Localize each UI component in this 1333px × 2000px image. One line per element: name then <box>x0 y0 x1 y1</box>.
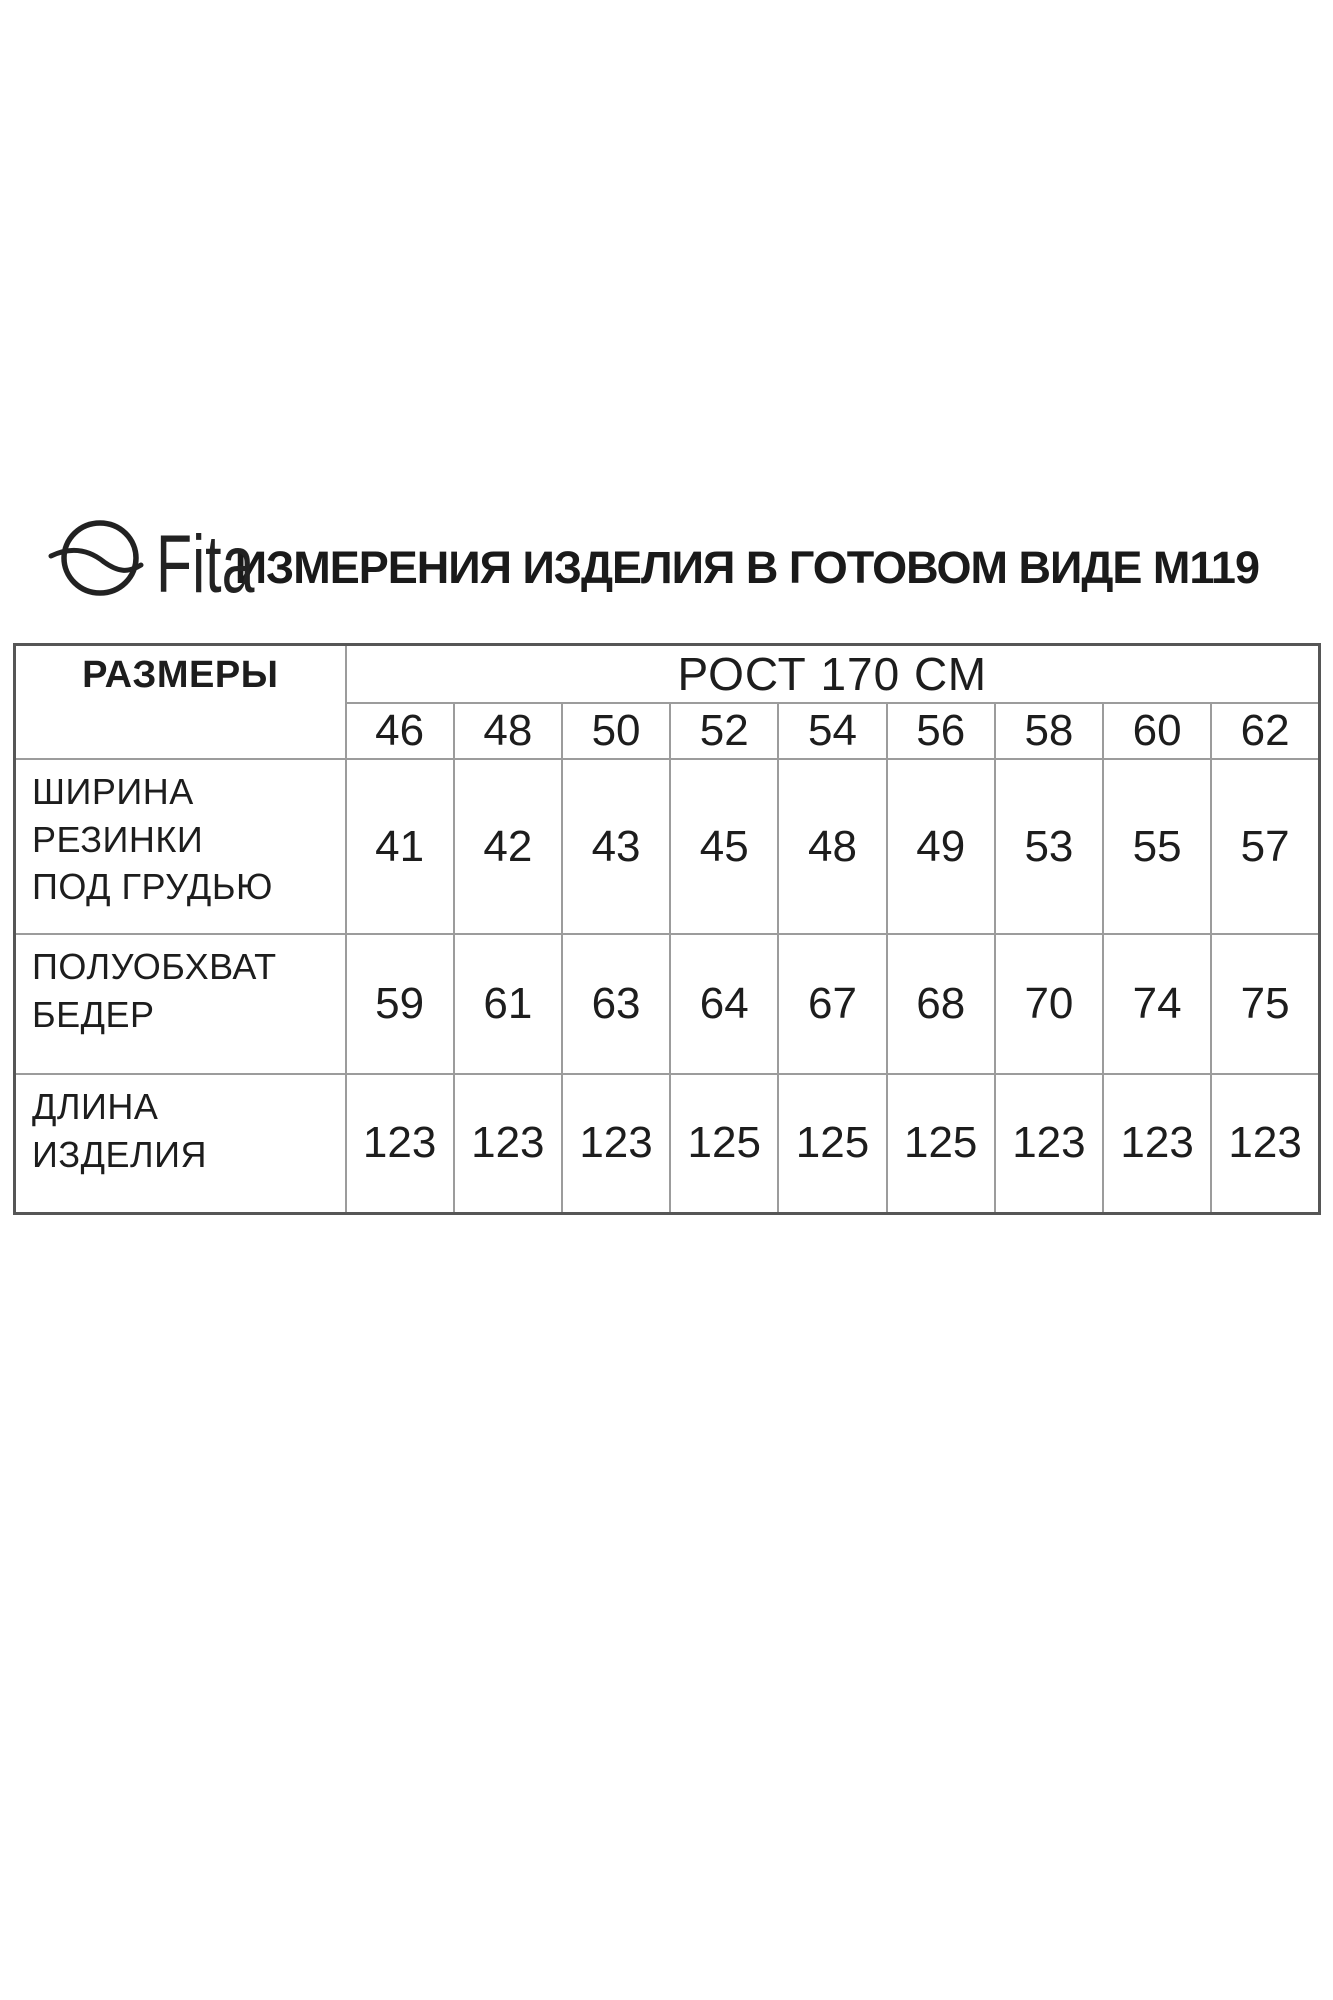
value-cell: 63 <box>562 934 670 1074</box>
value-cell: 55 <box>1103 759 1211 934</box>
table-row <box>15 934 1320 1074</box>
size-header-cell: 56 <box>887 703 995 759</box>
table-row <box>15 1074 1320 1213</box>
header <box>48 505 1288 611</box>
corner-header-sizes: РАЗМЕРЫ <box>15 645 346 760</box>
size-header-cell: 52 <box>670 703 778 759</box>
table-header-row <box>15 645 1320 704</box>
page-title: ИЗМЕРЕНИЯ ИЗДЕЛИЯ В ГОТОВОМ ВИДЕ М119 <box>234 542 1259 593</box>
size-header-cell: 48 <box>454 703 562 759</box>
value-cell: 53 <box>995 759 1103 934</box>
value-cell: 67 <box>778 934 886 1074</box>
value-cell: 68 <box>887 934 995 1074</box>
value-cell: 41 <box>346 759 454 934</box>
value-cell: 70 <box>995 934 1103 1074</box>
size-header-cell: 60 <box>1103 703 1211 759</box>
size-header-cell: 58 <box>995 703 1103 759</box>
value-cell: 48 <box>778 759 886 934</box>
table-row <box>15 759 1320 934</box>
globe-ribbon-icon <box>48 516 144 598</box>
value-cell: 125 <box>778 1074 886 1213</box>
value-cell: 45 <box>670 759 778 934</box>
size-header-cell: 50 <box>562 703 670 759</box>
row-label-line: РЕЗИНКИ <box>32 818 204 860</box>
row-label-line: ДЛИНА <box>32 1086 159 1127</box>
brand-name: Fita <box>156 519 255 611</box>
value-cell: 123 <box>995 1074 1103 1213</box>
value-cell: 57 <box>1211 759 1319 934</box>
row-label <box>15 759 346 934</box>
value-cell: 42 <box>454 759 562 934</box>
value-cell: 123 <box>562 1074 670 1213</box>
size-table <box>13 643 1321 1215</box>
value-cell: 123 <box>1103 1074 1211 1213</box>
value-cell: 43 <box>562 759 670 934</box>
row-label-line: ПОЛУОБХВАТ <box>32 946 277 987</box>
value-cell: 75 <box>1211 934 1319 1074</box>
value-cell: 123 <box>346 1074 454 1213</box>
value-cell: 123 <box>454 1074 562 1213</box>
row-label-line: БЕДЕР <box>32 993 155 1035</box>
value-cell: 125 <box>887 1074 995 1213</box>
size-header-cell: 54 <box>778 703 886 759</box>
size-header-cell: 62 <box>1211 703 1319 759</box>
value-cell: 49 <box>887 759 995 934</box>
row-label-line: ШИРИНА <box>32 771 194 812</box>
group-header-height: РОСТ 170 СМ <box>346 645 1320 704</box>
size-header-cell: 46 <box>346 703 454 759</box>
value-cell: 64 <box>670 934 778 1074</box>
row-label-line: ИЗДЕЛИЯ <box>32 1133 208 1175</box>
row-label <box>15 1074 346 1213</box>
value-cell: 59 <box>346 934 454 1074</box>
value-cell: 74 <box>1103 934 1211 1074</box>
value-cell: 125 <box>670 1074 778 1213</box>
row-label-line: ПОД ГРУДЬЮ <box>32 866 273 908</box>
value-cell: 61 <box>454 934 562 1074</box>
value-cell: 123 <box>1211 1074 1319 1213</box>
row-label <box>15 934 346 1074</box>
